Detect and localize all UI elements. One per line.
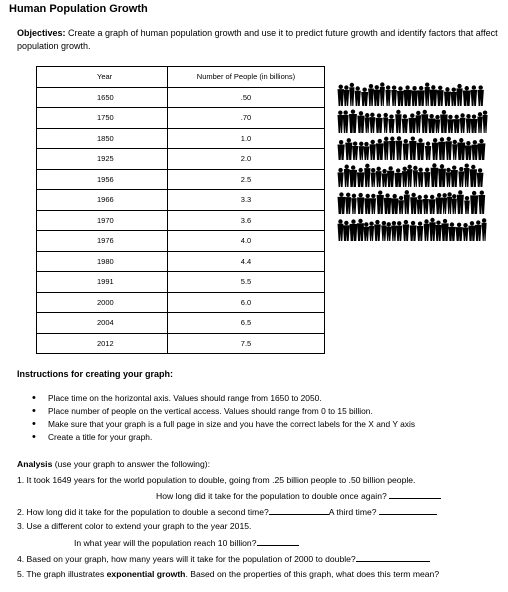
person-silhouette [447, 192, 452, 214]
person-silhouette [424, 168, 430, 187]
person-silhouette [355, 86, 361, 106]
person-silhouette [410, 221, 417, 241]
person-silhouette [423, 195, 429, 214]
objectives [17, 27, 502, 53]
list-item: • Make sure that your graph is a full page in size and you have the correct labels for the X and Y axis [30, 418, 415, 431]
question-5: 5. The graph illustrates exponential growth. Based on the properties of this graph, what does this term mean? [17, 569, 440, 579]
person-silhouette [374, 220, 381, 241]
person-silhouette [338, 219, 344, 241]
person-silhouette [404, 85, 412, 106]
person-silhouette [344, 85, 350, 106]
cell-year: 2000 [37, 292, 168, 313]
person-silhouette [338, 192, 346, 214]
table-row [37, 169, 325, 190]
person-silhouette [343, 221, 350, 241]
person-silhouette [407, 165, 412, 187]
person-silhouette [365, 113, 370, 133]
cell-people: 4.0 [168, 231, 325, 252]
person-silhouette [432, 138, 439, 160]
person-silhouette [417, 86, 424, 106]
instructions-heading: Instructions for creating your graph: [17, 369, 174, 379]
person-silhouette [373, 85, 380, 106]
population-table [36, 66, 325, 354]
person-silhouette [357, 219, 364, 241]
table-row [37, 108, 325, 129]
person-silhouette [357, 193, 364, 214]
table-row [37, 190, 325, 211]
cell-people: 5.5 [168, 272, 325, 293]
person-silhouette [384, 193, 392, 214]
cell-people: 3.3 [168, 190, 325, 211]
person-silhouette [457, 190, 464, 214]
person-silhouette [395, 110, 401, 133]
list-item: • Place number of people on the vertical access. Values should range from 0 to 15 billion. [30, 405, 415, 418]
person-silhouette [470, 191, 478, 214]
table-row [37, 292, 325, 313]
person-silhouette [375, 113, 382, 133]
person-silhouette [438, 137, 445, 160]
person-silhouette [447, 115, 453, 133]
person-silhouette [457, 138, 465, 160]
person-silhouette [398, 196, 404, 214]
table-row [37, 231, 325, 252]
table-row [37, 87, 325, 108]
person-silhouette [463, 86, 471, 106]
crowd-silhouettes-image [336, 80, 488, 256]
person-silhouette [424, 219, 430, 241]
person-silhouette [391, 194, 399, 214]
person-silhouette [349, 83, 354, 106]
person-silhouette [429, 218, 435, 241]
table-row [37, 251, 325, 272]
cell-year: 1850 [37, 128, 168, 149]
person-silhouette [350, 219, 358, 241]
person-silhouette [470, 165, 477, 187]
person-silhouette [453, 115, 459, 133]
person-silhouette [430, 85, 438, 106]
person-silhouette [436, 193, 443, 214]
question-1-followup: How long did it take for the population to double once again? [156, 490, 441, 501]
person-silhouette [417, 221, 423, 241]
person-silhouette [418, 168, 424, 187]
person-silhouette [368, 84, 374, 106]
person-silhouette [435, 115, 440, 133]
person-silhouette [465, 141, 472, 160]
cell-people: 7.5 [168, 333, 325, 354]
cell-year: 1925 [37, 149, 168, 170]
table-header-row [37, 67, 325, 88]
person-silhouette [402, 114, 408, 133]
table-row [37, 272, 325, 293]
person-silhouette [385, 85, 390, 106]
cell-people: 4.4 [168, 251, 325, 272]
person-silhouette [471, 114, 478, 133]
person-silhouette [482, 218, 487, 241]
person-silhouette [456, 84, 462, 106]
instructions-list [30, 392, 415, 444]
person-silhouette [371, 168, 376, 187]
person-silhouette [391, 85, 397, 106]
person-silhouette [472, 140, 479, 160]
person-silhouette [442, 193, 447, 214]
question-3: 3. Use a different color to extend your graph to the year 2015. [17, 521, 252, 531]
person-silhouette [338, 85, 344, 106]
person-silhouette [361, 88, 368, 106]
person-silhouette [416, 111, 421, 133]
person-silhouette [382, 169, 388, 187]
person-silhouette [384, 137, 389, 160]
person-silhouette [478, 85, 484, 106]
cell-people: 2.5 [168, 169, 325, 190]
person-silhouette [396, 221, 402, 241]
person-silhouette [394, 168, 402, 187]
person-silhouette [343, 110, 349, 133]
person-silhouette [371, 194, 376, 214]
person-silhouette [364, 164, 370, 187]
person-silhouette [344, 165, 350, 187]
objectives-label: Objectives: [17, 28, 66, 38]
person-silhouette [370, 113, 376, 133]
person-silhouette [460, 113, 466, 133]
person-silhouette [388, 114, 394, 133]
cell-people: 2.0 [168, 149, 325, 170]
person-silhouette [458, 167, 464, 187]
list-item: • Create a title for your graph. [30, 431, 415, 444]
cell-year: 2012 [37, 333, 168, 354]
list-item: • Place time on the horizontal axis. Values should range from 1650 to 2050. [30, 392, 415, 405]
person-silhouette [386, 222, 391, 241]
person-silhouette [351, 194, 356, 214]
person-silhouette [440, 110, 447, 133]
answer-blank[interactable] [379, 506, 437, 515]
person-silhouette [411, 86, 418, 106]
person-silhouette [369, 221, 374, 241]
person-silhouette [383, 113, 388, 133]
analysis-heading: Analysis (use your graph to answer the following): [17, 459, 210, 469]
person-silhouette [446, 137, 452, 160]
person-silhouette [402, 167, 408, 187]
cell-people: 6.0 [168, 292, 325, 313]
person-silhouette [397, 86, 404, 106]
person-silhouette [370, 140, 376, 160]
person-silhouette [403, 220, 409, 241]
person-silhouette [421, 110, 428, 133]
person-silhouette [357, 111, 364, 133]
person-silhouette [380, 82, 385, 106]
cell-year: 1976 [37, 231, 168, 252]
person-silhouette [345, 138, 352, 160]
person-silhouette [417, 138, 425, 160]
header-people: Number of People (in billions) [168, 67, 325, 88]
person-silhouette [451, 165, 458, 187]
person-silhouette [413, 166, 418, 187]
person-silhouette [417, 195, 423, 214]
answer-blank[interactable] [389, 490, 441, 499]
cell-year: 1750 [37, 108, 168, 129]
header-year: Year [37, 67, 168, 88]
table-row [37, 210, 325, 231]
cell-year: 2004 [37, 313, 168, 334]
question-1: 1. It took 1649 years for the world population to double, going from .25 billion people to .50 billion people. [17, 475, 416, 485]
person-silhouette [444, 87, 451, 106]
person-silhouette [468, 221, 475, 241]
person-silhouette [483, 110, 488, 133]
person-silhouette [437, 86, 444, 106]
person-silhouette [364, 142, 370, 160]
person-silhouette [431, 163, 439, 187]
person-silhouette [452, 140, 457, 160]
person-silhouette [387, 166, 394, 187]
person-silhouette [409, 137, 416, 160]
person-silhouette [471, 85, 477, 106]
person-silhouette [464, 163, 469, 187]
person-silhouette [396, 136, 402, 160]
person-silhouette [377, 190, 384, 214]
cell-year: 1991 [37, 272, 168, 293]
person-silhouette [477, 112, 482, 133]
cell-year: 1966 [37, 190, 168, 211]
table-row [37, 333, 325, 354]
answer-blank[interactable] [257, 537, 299, 546]
person-silhouette [446, 168, 451, 187]
answer-blank[interactable] [269, 506, 329, 515]
person-silhouette [425, 142, 431, 160]
person-silhouette [448, 222, 455, 241]
table-row [37, 149, 325, 170]
person-silhouette [349, 109, 357, 133]
cell-people: .70 [168, 108, 325, 129]
cell-people: 3.6 [168, 210, 325, 231]
person-silhouette [428, 114, 435, 133]
person-silhouette [376, 167, 382, 187]
cell-people: .50 [168, 87, 325, 108]
person-silhouette [338, 140, 345, 160]
person-silhouette [464, 196, 470, 214]
person-silhouette [352, 142, 358, 160]
page-title: Human Population Growth [9, 3, 148, 15]
cell-year: 1970 [37, 210, 168, 231]
person-silhouette [381, 221, 386, 241]
person-silhouette [408, 113, 416, 133]
question-4: 4. Based on your graph, how many years will it take for the population of 2000 to double? [17, 553, 430, 564]
person-silhouette [478, 139, 486, 160]
person-silhouette [441, 219, 448, 241]
person-silhouette [477, 168, 484, 187]
table-row [37, 313, 325, 334]
person-silhouette [389, 137, 395, 160]
person-silhouette [463, 223, 469, 241]
person-silhouette [403, 139, 409, 160]
cell-year: 1980 [37, 251, 168, 272]
person-silhouette [363, 222, 369, 241]
person-silhouette [455, 223, 462, 241]
answer-blank[interactable] [356, 553, 430, 562]
person-silhouette [345, 193, 351, 214]
person-silhouette [466, 114, 471, 133]
person-silhouette [338, 111, 344, 133]
person-silhouette [404, 190, 410, 214]
person-silhouette [364, 194, 371, 214]
question-2: 2. How long did it take for the population to double a second time? A third time? [17, 506, 437, 517]
cell-people: 6.5 [168, 313, 325, 334]
person-silhouette [338, 168, 344, 187]
person-silhouette [349, 165, 357, 187]
cell-year: 1650 [37, 87, 168, 108]
person-silhouette [475, 220, 481, 241]
person-silhouette [451, 87, 457, 106]
person-silhouette [391, 221, 396, 241]
cell-year: 1956 [37, 169, 168, 190]
person-silhouette [478, 191, 485, 214]
person-silhouette [410, 193, 417, 214]
cell-people: 1.0 [168, 128, 325, 149]
person-silhouette [429, 195, 436, 214]
person-silhouette [452, 194, 457, 214]
objectives-text: Create a graph of human population growth and use it to predict future growth and identify factors that affect population growth. [17, 28, 498, 51]
table-row [37, 128, 325, 149]
person-silhouette [438, 164, 446, 187]
person-silhouette [357, 168, 364, 187]
person-silhouette [425, 82, 430, 106]
question-3-followup: In what year will the population reach 10 billion? [74, 537, 299, 548]
person-silhouette [359, 142, 364, 160]
person-silhouette [376, 139, 384, 160]
person-silhouette [435, 220, 441, 241]
